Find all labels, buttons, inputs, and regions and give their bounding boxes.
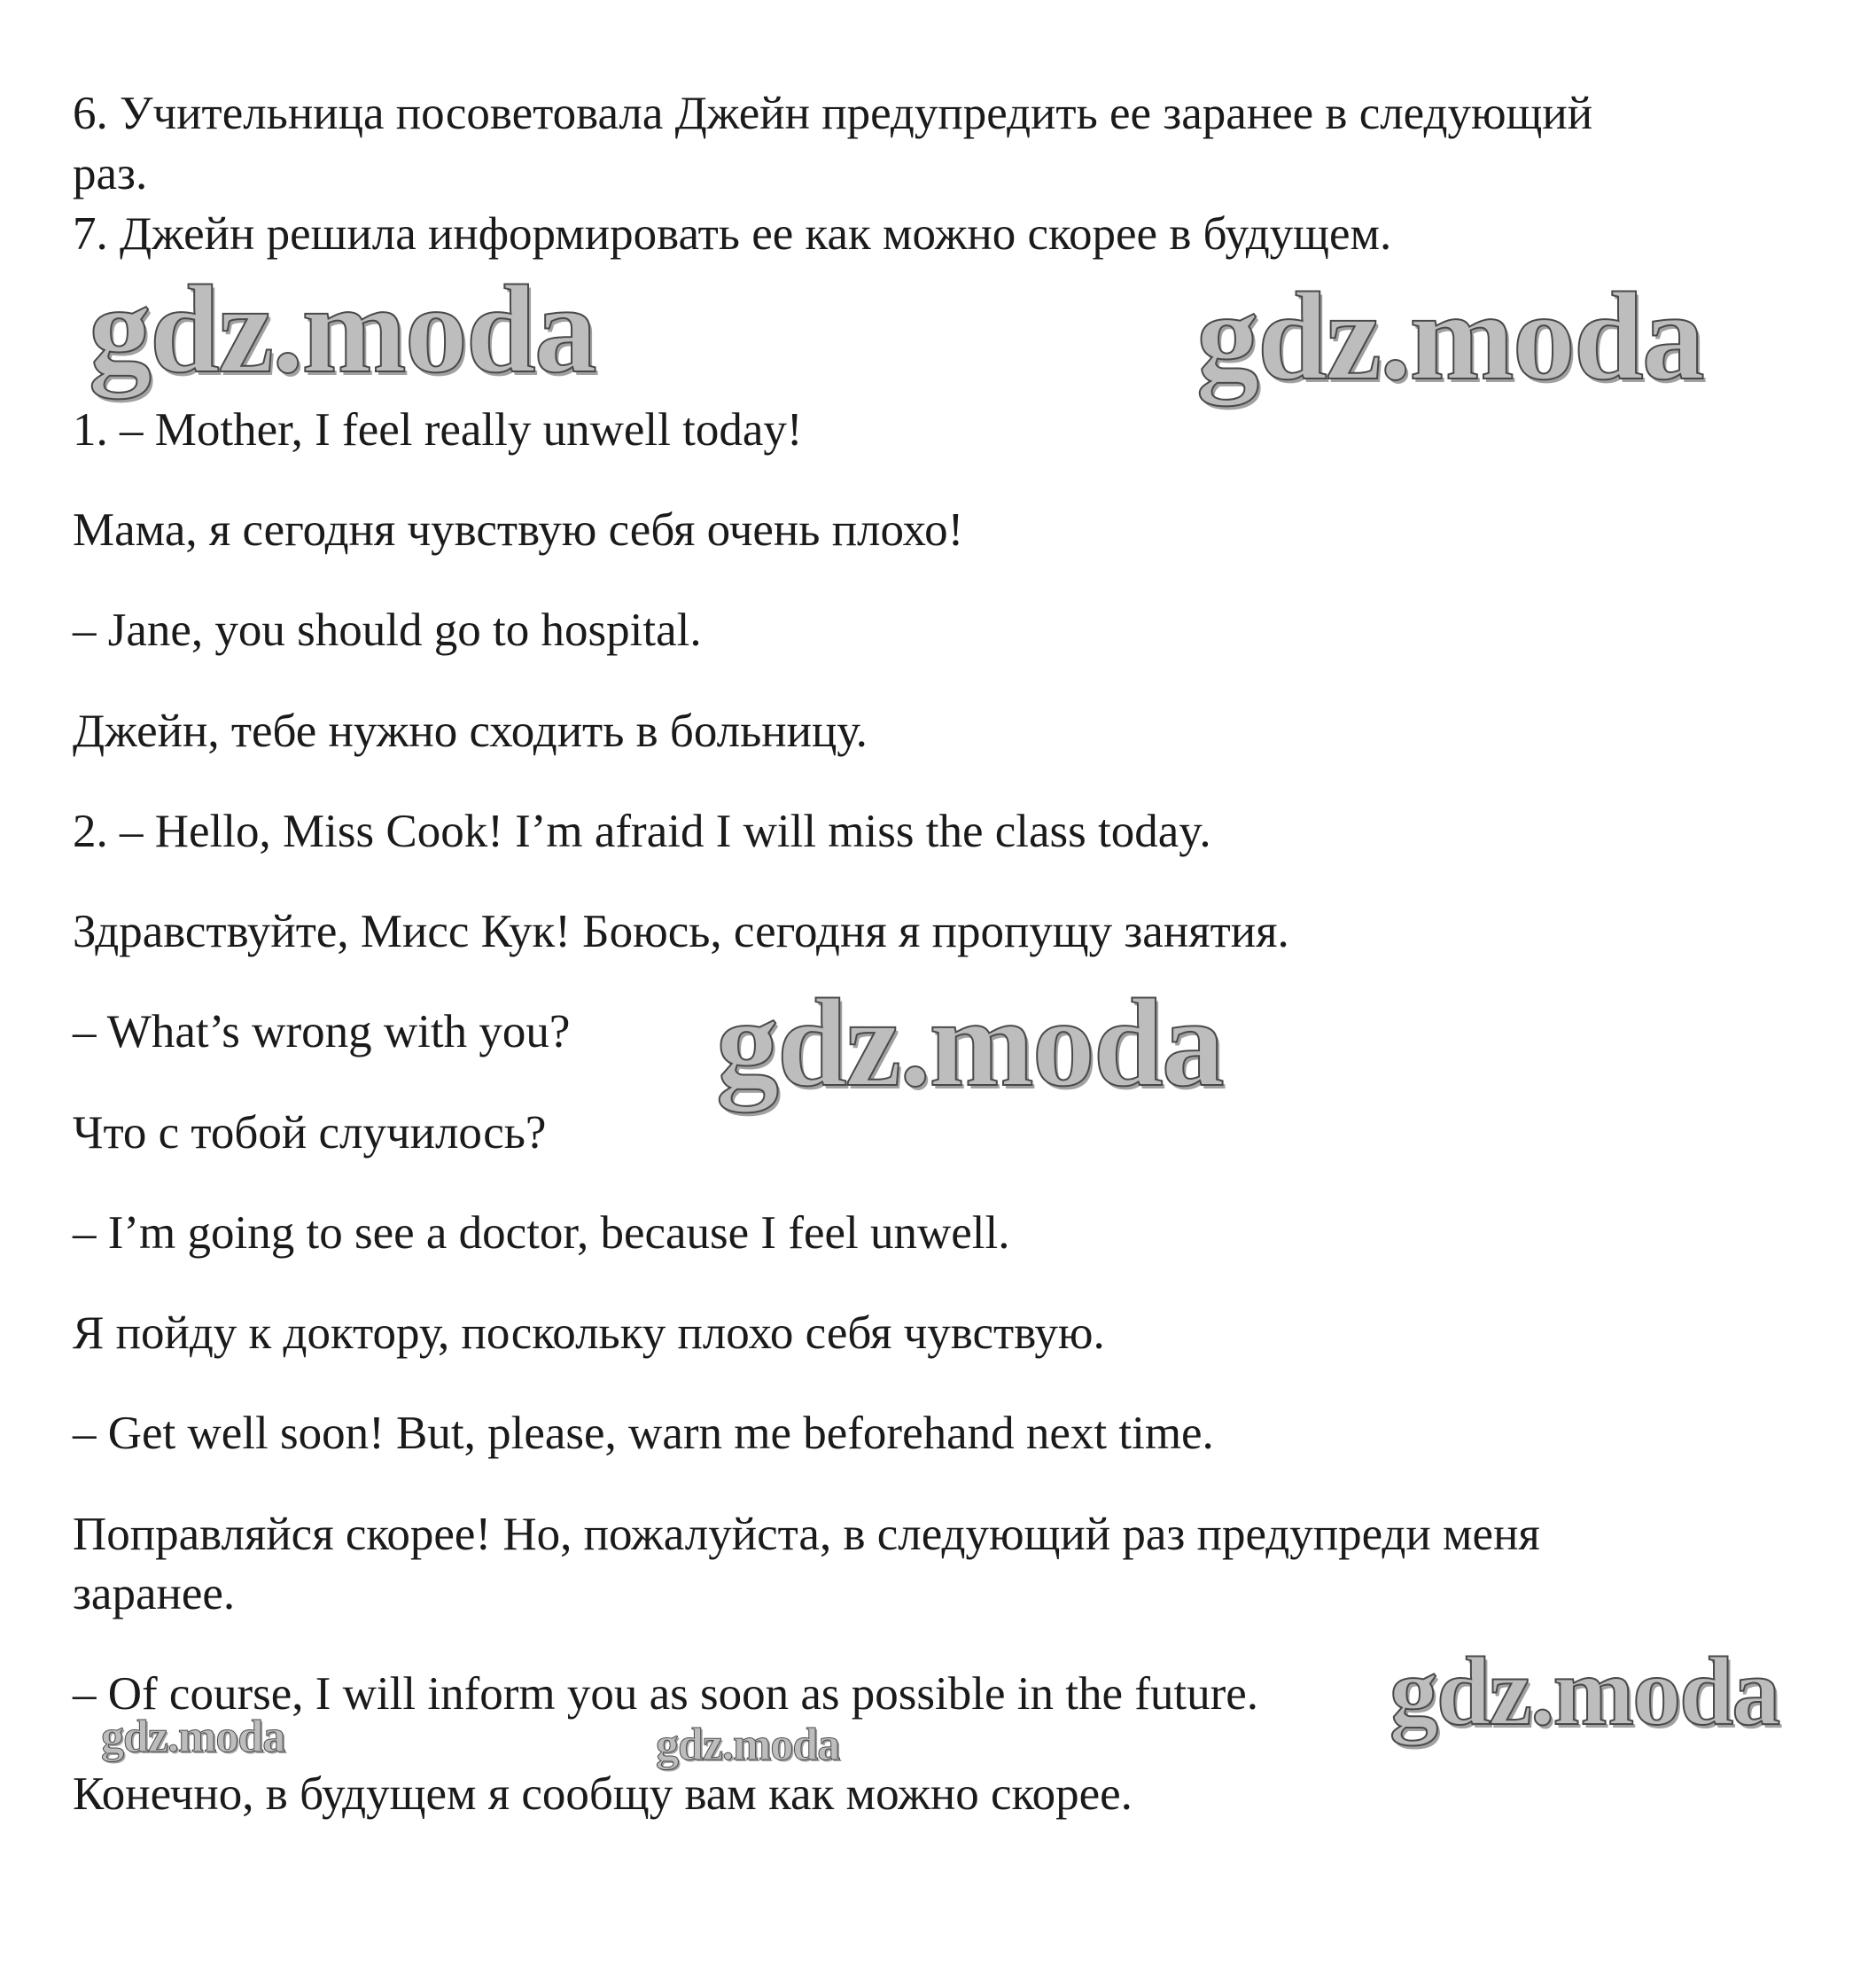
dialogue-1-russian-2: Джейн, тебе нужно сходить в больницу. <box>73 706 868 757</box>
dialogue-2-english-1: 2. – Hello, Miss Cook! I’m afraid I will miss the class today. <box>73 806 1211 857</box>
dialogue-2-english-5: – Of course, I will inform you as soon as possible in the future. <box>73 1668 1259 1720</box>
watermark-logo: gdz.moda <box>716 972 1223 1112</box>
watermark-logo: gdz.moda <box>1196 266 1703 406</box>
watermark-logo: gdz.moda <box>656 1720 840 1770</box>
dialogue-1-english-2: – Jane, you should go to hospital. <box>73 605 702 656</box>
dialogue-2-english-4: – Get well soon! But, please, warn me beforehand next time. <box>73 1408 1214 1459</box>
watermark-logo: gdz.moda <box>101 1712 285 1762</box>
dialogue-2-russian-4-cont: заранее. <box>73 1568 236 1619</box>
dialogue-2-russian-5: Конечно, в будущем я сообщу вам как можно скорее. <box>73 1768 1133 1820</box>
dialogue-1-english-1: 1. – Mother, I feel really unwell today! <box>73 404 803 456</box>
watermark-logo: gdz.moda <box>89 259 595 399</box>
dialogue-2-russian-4: Поправляйся скорее! Но, пожалуйста, в следующий раз предупреди меня <box>73 1509 1540 1560</box>
text-line-item-6: 6. Учительница посоветовала Джейн предупредить ее заранее в следующий <box>73 88 1593 139</box>
text-line-item-6-cont: раз. <box>73 148 148 199</box>
dialogue-1-russian-1: Мама, я сегодня чувствую себя очень плохо! <box>73 504 964 556</box>
dialogue-2-english-2: – What’s wrong with you? <box>73 1006 571 1057</box>
dialogue-2-russian-2: Что с тобой случилось? <box>73 1107 547 1159</box>
dialogue-2-russian-3: Я пойду к доктору, поскольку плохо себя чувствую. <box>73 1307 1105 1359</box>
dialogue-2-english-3: – I’m going to see a doctor, because I feel unwell. <box>73 1207 1010 1259</box>
watermark-logo: gdz.moda <box>1389 1637 1779 1745</box>
text-line-item-7: 7. Джейн решила информировать ее как можно скорее в будущем. <box>73 208 1392 260</box>
dialogue-2-russian-1: Здравствуйте, Мисс Кук! Боюсь, сегодня я пропущу занятия. <box>73 906 1289 957</box>
